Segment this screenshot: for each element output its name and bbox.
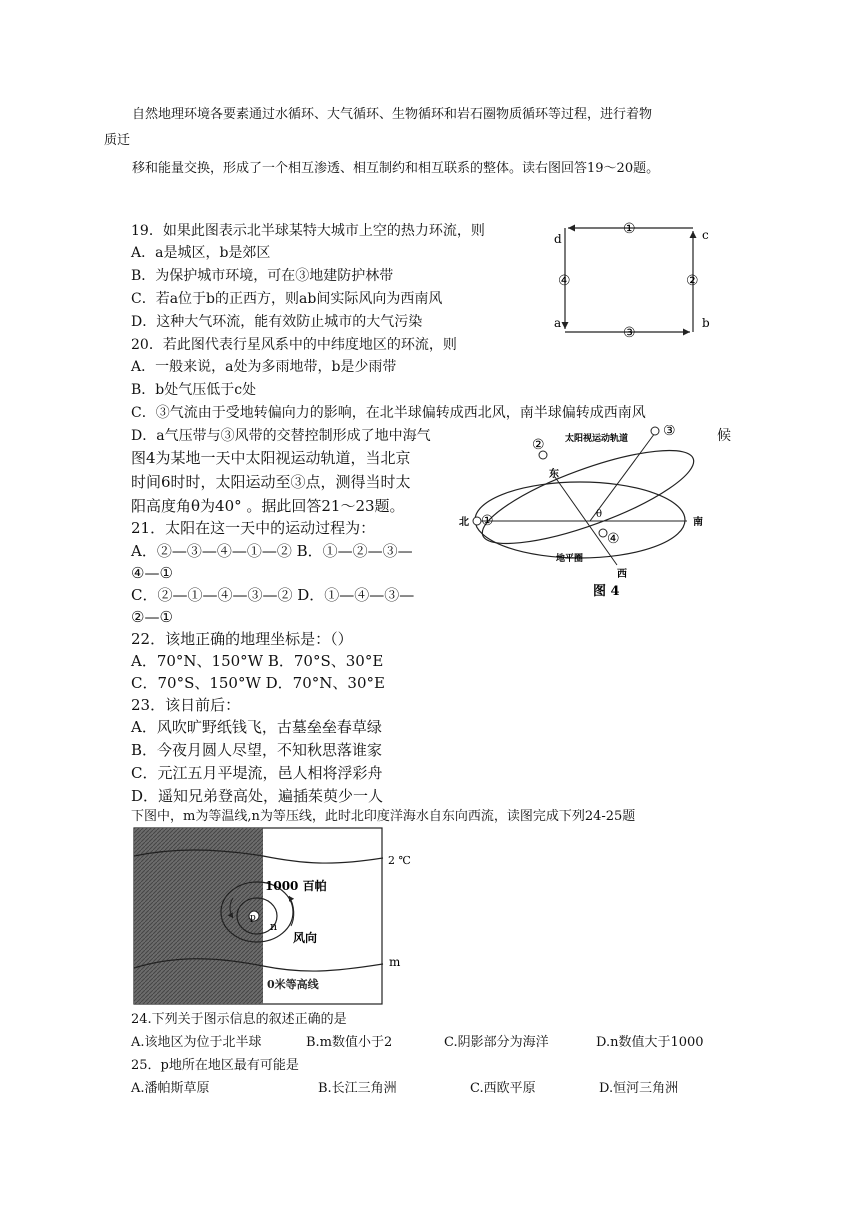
label-a: a bbox=[554, 316, 562, 330]
marker-3: ③ bbox=[623, 325, 636, 341]
q20-option-c: C．③气流由于受地转偏向力的影响，在北半球偏转成西北风，南半球偏转成西南风 bbox=[131, 405, 646, 421]
q23-option-a: A．风吹旷野纸钱飞，古墓垒垒春草绿 bbox=[131, 718, 382, 736]
sun-path-diagram bbox=[455, 425, 717, 605]
q23-option-d: D．遥知兄弟登高处，遍插茱萸少一人 bbox=[131, 787, 384, 805]
q25-option-b: B.长江三角洲 bbox=[318, 1081, 397, 1096]
q19-option-c: C．若a位于b的正西方，则ab间实际风向为西南风 bbox=[131, 291, 443, 307]
q20-option-d-end: 候 bbox=[717, 428, 731, 444]
sun-marker-2: ② bbox=[532, 437, 545, 453]
q25-option-c: C.西欧平原 bbox=[470, 1081, 536, 1096]
q22-stem: 22．该地正确的地理坐标是：（） bbox=[131, 630, 353, 648]
q24-stem: 24.下列关于图示信息的叙述正确的是 bbox=[131, 1012, 347, 1027]
sun-track-ellipse bbox=[473, 432, 703, 561]
q20-option-a: A．一般来说，a处为多雨地带，b是少雨带 bbox=[131, 359, 397, 375]
fig4-text-2: 时间6时时，太阳运动至③点，测得当时太 bbox=[131, 473, 411, 491]
marker-1: ① bbox=[623, 221, 636, 237]
intro-line-1: 自然地理环境各要素通过水循环、大气循环、生物循环和岩石圈物质循环等过程，进行着物 bbox=[132, 107, 653, 122]
fig4-text-1: 图4为某地一天中太阳视运动轨道，当北京 bbox=[131, 449, 411, 467]
q21-options-ab: A．②—③—④—①—② B．①—②—③— bbox=[131, 542, 413, 560]
q24-option-a: A.该地区为位于北半球 bbox=[131, 1035, 262, 1050]
sun-icon-1 bbox=[473, 517, 481, 525]
label-1000: 1000 百帕 bbox=[265, 879, 327, 893]
q21-options-cd: C．②—①—④—③—② D．①—④—③— bbox=[131, 586, 415, 604]
east-label: 东 bbox=[549, 469, 559, 480]
label-n: n bbox=[270, 920, 278, 933]
marker-2: ② bbox=[686, 273, 699, 289]
track-label: 太阳视运动轨道 bbox=[565, 434, 629, 444]
q19-option-b: B．为保护城市环境，可在③地建防护林带 bbox=[131, 268, 394, 284]
q21-options-ab-cont: ④—① bbox=[131, 564, 173, 582]
q23-stem: 23．该日前后： bbox=[131, 696, 241, 714]
fig4-text-3: 阳高度角θ为40° 。据此回答21～23题。 bbox=[131, 497, 405, 515]
label-wind: 风向 bbox=[293, 931, 318, 945]
q23-option-c: C．元江五月平堤流，邑人相将浮彩舟 bbox=[131, 764, 383, 782]
label-m: m bbox=[389, 955, 401, 969]
q19-option-d: D．这种大气环流，能有效防止城市的大气污染 bbox=[131, 314, 423, 330]
south-label: 南 bbox=[693, 517, 703, 528]
q23-option-b: B．今夜月圆人尽望，不知秋思落谁家 bbox=[131, 741, 383, 759]
theta-label: θ bbox=[596, 509, 603, 520]
q24-option-c: C.阴影部分为海洋 bbox=[444, 1035, 549, 1050]
q21-stem: 21．太阳在这一天中的运动过程为： bbox=[131, 519, 376, 537]
marker-4: ④ bbox=[558, 273, 571, 289]
sun-ray-line bbox=[590, 433, 655, 521]
q25-stem: 25．p地所在地区最有可能是 bbox=[131, 1058, 299, 1073]
q19-option-a: A．a是城区，b是郊区 bbox=[131, 245, 271, 261]
label-d: d bbox=[554, 232, 562, 246]
north-label: 北 bbox=[459, 517, 469, 528]
label-p: p bbox=[250, 913, 256, 923]
horizon-label: 地平圈 bbox=[556, 554, 584, 564]
q24-option-b: B.m数值小于2 bbox=[306, 1035, 393, 1050]
horizon-ellipse bbox=[475, 482, 685, 558]
isobar-map bbox=[133, 826, 413, 1008]
shaded-region bbox=[134, 828, 263, 1004]
figure-caption: 图 4 bbox=[593, 584, 620, 599]
q20-option-d: D．a气压带与③风带的交替控制形成了地中海气 bbox=[131, 428, 431, 444]
sun-marker-1: ① bbox=[481, 513, 494, 529]
label-b: b bbox=[702, 316, 710, 330]
intro-line-2: 质迁 bbox=[104, 133, 131, 148]
sun-icon-3 bbox=[651, 427, 659, 435]
q25-option-d: D.恒河三角洲 bbox=[599, 1081, 679, 1096]
label-contour: 0米等高线 bbox=[267, 978, 319, 991]
q22-options-ab: A．70°N、150°W B．70°S、30°E bbox=[131, 652, 384, 670]
circulation-diagram bbox=[540, 215, 730, 345]
label-c: c bbox=[702, 228, 709, 242]
q20-option-b: B．b处气压低于c处 bbox=[131, 382, 257, 398]
q24-25-intro: 下图中，m为等温线,n为等压线，此时北印度洋海水自东向西流，读图完成下列24-25题 bbox=[131, 809, 636, 824]
sun-icon-4 bbox=[599, 529, 607, 537]
label-2c: 2 ℃ bbox=[388, 854, 411, 867]
q22-options-cd: C．70°S、150°W D．70°N、30°E bbox=[131, 674, 385, 692]
q25-option-a: A.潘帕斯草原 bbox=[131, 1081, 210, 1096]
intro-line-3: 移和能量交换，形成了一个相互渗透、相互制约和相互联系的整体。读右图回答19～20题。 bbox=[132, 161, 660, 176]
q19-stem: 19．如果此图表示北半球某特大城市上空的热力环流，则 bbox=[131, 223, 485, 239]
q24-option-d: D.n数值大于1000 bbox=[596, 1035, 704, 1050]
q20-stem: 20．若此图代表行星风系中的中纬度地区的环流，则 bbox=[131, 337, 457, 353]
q21-options-cd-cont: ②—① bbox=[131, 608, 173, 626]
sun-marker-3: ③ bbox=[663, 425, 676, 439]
sun-marker-4: ④ bbox=[607, 531, 620, 547]
west-label: 西 bbox=[617, 569, 627, 580]
